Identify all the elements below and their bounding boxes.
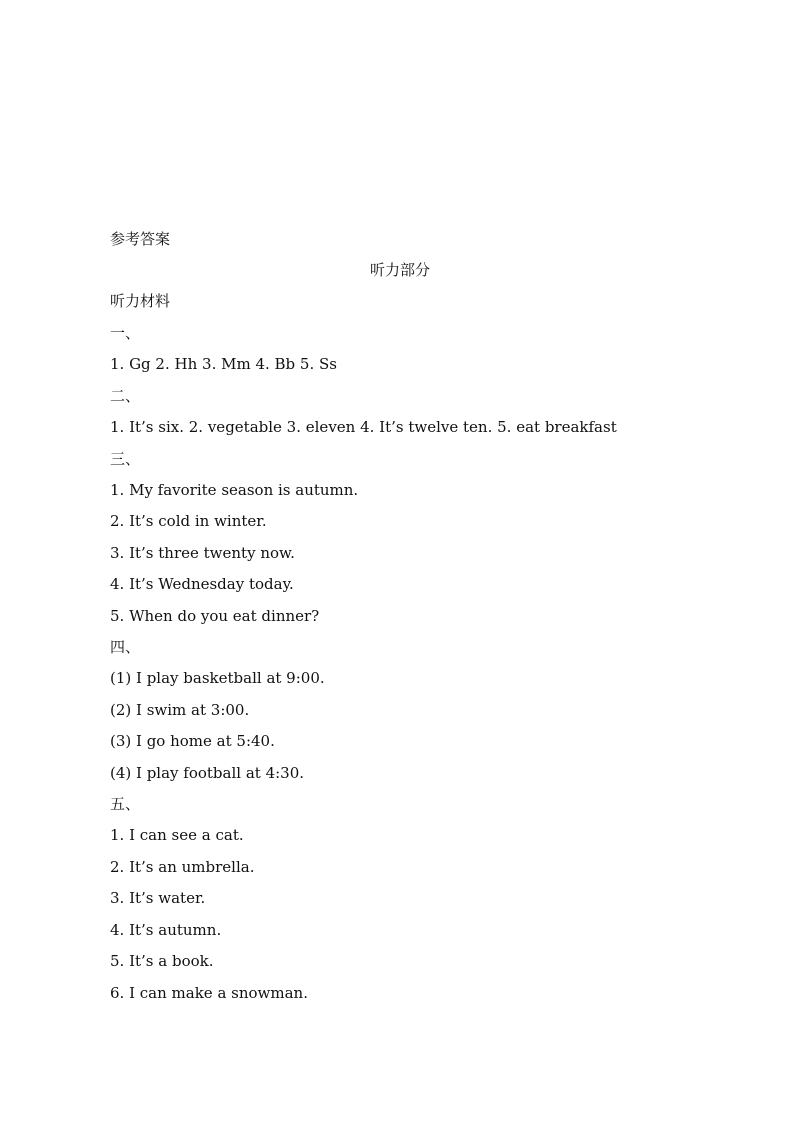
answer-line: 3. It’s three twenty now. [110, 544, 295, 562]
answer-line: 4. It’s Wednesday today. [110, 575, 294, 593]
answer-line: (2) I swim at 3:00. [110, 701, 250, 719]
answer-line: 1. Gg 2. Hh 3. Mm 4. Bb 5. Ss [110, 355, 337, 373]
answer-line: (3) I go home at 5:40. [110, 732, 275, 750]
section-title: 听力部分 [369, 261, 430, 279]
answer-line: 1. I can see a cat. [110, 826, 244, 844]
part-marker-5: 五、 [110, 795, 141, 813]
answer-line: 1. My favorite season is autumn. [110, 481, 359, 499]
answer-line: 4. It’s autumn. [110, 921, 222, 939]
answer-line: 2. It’s an umbrella. [110, 858, 255, 876]
answer-line: (4) I play football at 4:30. [110, 764, 305, 782]
answer-line: 5. When do you eat dinner? [110, 607, 320, 625]
subsection-title: 听力材料 [110, 292, 171, 310]
answer-line: 1. It’s six. 2. vegetable 3. eleven 4. It’s twelve ten. 5. eat breakfast [110, 418, 617, 436]
answer-line: (1) I play basketball at 9:00. [110, 669, 325, 687]
part-marker-1: 一、 [110, 324, 141, 342]
part-marker-4: 四、 [110, 638, 141, 656]
answer-line: 3. It’s water. [110, 889, 206, 907]
answer-line: 6. I can make a snowman. [110, 984, 308, 1002]
answer-key-label: 参考答案 [110, 230, 171, 248]
answer-line: 5. It’s a book. [110, 952, 214, 970]
answer-line: 2. It’s cold in winter. [110, 512, 267, 530]
part-marker-2: 二、 [110, 387, 141, 405]
part-marker-3: 三、 [110, 450, 141, 468]
